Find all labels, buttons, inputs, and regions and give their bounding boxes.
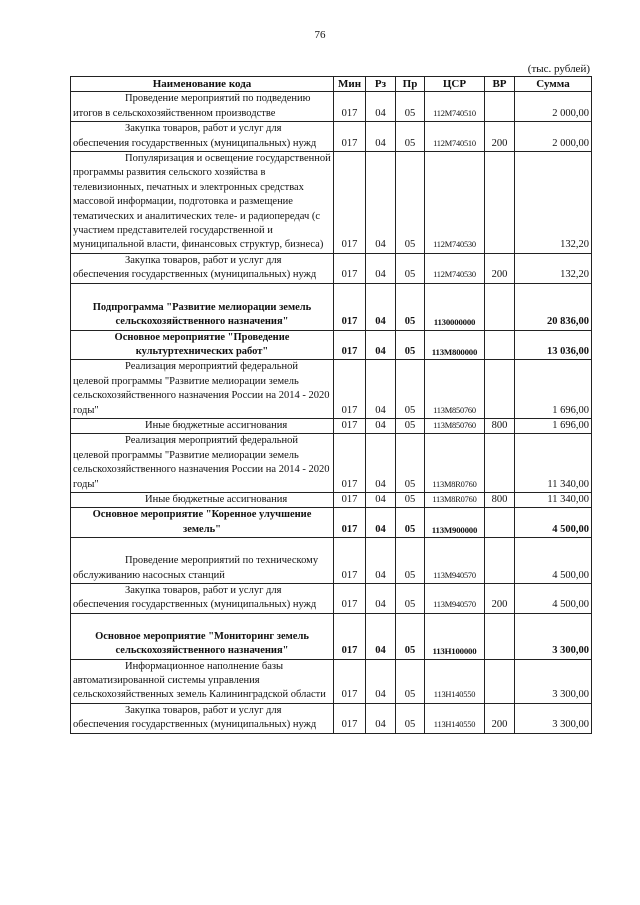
cell-sum: 132,20 — [515, 253, 592, 283]
cell-min: 017 — [334, 584, 366, 614]
cell-name: Иные бюджетные ассигнования — [71, 418, 334, 433]
cell-pr: 05 — [396, 152, 425, 254]
cell-name: Популяризация и освещение государственной программы развития сельского хозяйства в телевизионных, печатных и электронных средствах массовой информации, подготовка и размещение тематических и аналитических теле- и радиопередач (с участием представителей государственной и муниципальной власти, финансовых структур, бизнеса) — [71, 152, 334, 254]
cell-sum: 1 696,00 — [515, 360, 592, 419]
cell-name: Информационное наполнение базы автоматизированной системы управления сельскохозяйственных земель Калининградской области — [71, 659, 334, 703]
header-csr: ЦСР — [425, 77, 485, 92]
cell-rz: 04 — [366, 418, 396, 433]
table-row — [71, 152, 592, 254]
cell-name: Закупка товаров, работ и услуг для обеспечения государственных (муниципальных) нужд — [71, 703, 334, 733]
cell-csr: 112М740530 — [425, 253, 485, 283]
units-label: (тыс. рублей) — [527, 63, 590, 75]
cell-min: 017 — [334, 330, 366, 360]
cell-min: 017 — [334, 434, 366, 493]
cell-vr: 200 — [485, 703, 515, 733]
budget-table — [70, 76, 592, 734]
cell-sum: 3 300,00 — [515, 659, 592, 703]
cell-vr — [485, 330, 515, 360]
header-sum: Сумма — [515, 77, 592, 92]
cell-min: 017 — [334, 253, 366, 283]
cell-min: 017 — [334, 492, 366, 507]
cell-vr — [485, 283, 515, 330]
cell-sum: 132,20 — [515, 152, 592, 254]
table-row — [71, 492, 592, 507]
table-row — [71, 92, 592, 122]
cell-min: 017 — [334, 508, 366, 538]
cell-name: Подпрограмма "Развитие мелиорации земель сельскохозяйственного назначения" — [71, 283, 334, 330]
cell-vr — [485, 538, 515, 584]
cell-pr: 05 — [396, 492, 425, 507]
cell-sum: 2 000,00 — [515, 122, 592, 152]
cell-vr — [485, 613, 515, 659]
cell-rz: 04 — [366, 434, 396, 493]
cell-name: Основное мероприятие "Проведение культуртехнических работ" — [71, 330, 334, 360]
table-row — [71, 122, 592, 152]
cell-min: 017 — [334, 122, 366, 152]
cell-name: Закупка товаров, работ и услуг для обеспечения государственных (муниципальных) нужд — [71, 584, 334, 614]
cell-vr — [485, 508, 515, 538]
cell-pr: 05 — [396, 122, 425, 152]
cell-vr: 800 — [485, 492, 515, 507]
cell-pr: 05 — [396, 330, 425, 360]
cell-sum: 20 836,00 — [515, 283, 592, 330]
table-row — [71, 330, 592, 360]
cell-csr: 113Н140550 — [425, 659, 485, 703]
cell-rz: 04 — [366, 492, 396, 507]
table-row — [71, 613, 592, 659]
cell-csr: 113М850760 — [425, 360, 485, 419]
cell-name: Закупка товаров, работ и услуг для обеспечения государственных (муниципальных) нужд — [71, 253, 334, 283]
table-row — [71, 538, 592, 584]
cell-sum: 2 000,00 — [515, 92, 592, 122]
table-row — [71, 659, 592, 703]
cell-vr — [485, 152, 515, 254]
cell-name: Основное мероприятие "Мониторинг земель сельскохозяйственного назначения" — [71, 613, 334, 659]
cell-csr: 113М8R0760 — [425, 434, 485, 493]
cell-sum: 13 036,00 — [515, 330, 592, 360]
page-number: 76 — [314, 29, 326, 41]
cell-min: 017 — [334, 283, 366, 330]
cell-pr: 05 — [396, 92, 425, 122]
cell-csr: 112М740510 — [425, 122, 485, 152]
cell-pr: 05 — [396, 360, 425, 419]
cell-pr: 05 — [396, 703, 425, 733]
cell-rz: 04 — [366, 360, 396, 419]
cell-csr: 1130000000 — [425, 283, 485, 330]
cell-min: 017 — [334, 418, 366, 433]
cell-rz: 04 — [366, 703, 396, 733]
cell-vr: 200 — [485, 584, 515, 614]
cell-pr: 05 — [396, 584, 425, 614]
cell-rz: 04 — [366, 584, 396, 614]
cell-rz: 04 — [366, 122, 396, 152]
cell-csr: 112М740510 — [425, 92, 485, 122]
cell-sum: 4 500,00 — [515, 508, 592, 538]
cell-vr — [485, 92, 515, 122]
table-row — [71, 418, 592, 433]
header-min: Мин — [334, 77, 366, 92]
table-row — [71, 434, 592, 493]
cell-sum: 3 300,00 — [515, 613, 592, 659]
header-rz: Рз — [366, 77, 396, 92]
cell-min: 017 — [334, 613, 366, 659]
cell-name: Реализация мероприятий федеральной целевой программы "Развитие мелиорации земель сельскохозяйственного назначения России на 2014 - 2020 годы" — [71, 434, 334, 493]
cell-rz: 04 — [366, 283, 396, 330]
cell-csr: 113Н140550 — [425, 703, 485, 733]
cell-min: 017 — [334, 360, 366, 419]
cell-pr: 05 — [396, 508, 425, 538]
cell-rz: 04 — [366, 152, 396, 254]
cell-pr: 05 — [396, 283, 425, 330]
cell-name: Закупка товаров, работ и услуг для обеспечения государственных (муниципальных) нужд — [71, 122, 334, 152]
cell-csr: 113М900000 — [425, 508, 485, 538]
cell-name: Реализация мероприятий федеральной целевой программы "Развитие мелиорации земель сельскохозяйственного назначения России на 2014 - 2020 годы" — [71, 360, 334, 419]
cell-vr: 200 — [485, 253, 515, 283]
cell-rz: 04 — [366, 659, 396, 703]
header-pr: Пр — [396, 77, 425, 92]
cell-csr: 113Н100000 — [425, 613, 485, 659]
cell-min: 017 — [334, 152, 366, 254]
table-row — [71, 360, 592, 419]
cell-pr: 05 — [396, 434, 425, 493]
cell-min: 017 — [334, 538, 366, 584]
header-name: Наименование кода — [71, 77, 334, 92]
cell-pr: 05 — [396, 659, 425, 703]
cell-name: Проведение мероприятий по техническому обслуживанию насосных станций — [71, 538, 334, 584]
cell-csr: 113М940570 — [425, 538, 485, 584]
cell-rz: 04 — [366, 92, 396, 122]
cell-sum: 11 340,00 — [515, 434, 592, 493]
cell-vr: 800 — [485, 418, 515, 433]
cell-rz: 04 — [366, 253, 396, 283]
cell-rz: 04 — [366, 508, 396, 538]
cell-vr — [485, 434, 515, 493]
header-vr: ВР — [485, 77, 515, 92]
cell-vr — [485, 659, 515, 703]
cell-pr: 05 — [396, 613, 425, 659]
table-row — [71, 508, 592, 538]
table-row — [71, 584, 592, 614]
cell-min: 017 — [334, 703, 366, 733]
cell-name: Проведение мероприятий по подведению итогов в сельскохозяйственном производстве — [71, 92, 334, 122]
cell-name: Основное мероприятие "Коренное улучшение земель" — [71, 508, 334, 538]
cell-sum: 1 696,00 — [515, 418, 592, 433]
table-row — [71, 283, 592, 330]
cell-sum: 3 300,00 — [515, 703, 592, 733]
table-body — [71, 92, 592, 733]
cell-sum: 11 340,00 — [515, 492, 592, 507]
cell-csr: 113М940570 — [425, 584, 485, 614]
cell-sum: 4 500,00 — [515, 538, 592, 584]
cell-rz: 04 — [366, 330, 396, 360]
cell-min: 017 — [334, 659, 366, 703]
cell-csr: 113М800000 — [425, 330, 485, 360]
table-row — [71, 703, 592, 733]
cell-csr: 112М740530 — [425, 152, 485, 254]
cell-csr: 113М850760 — [425, 418, 485, 433]
cell-vr: 200 — [485, 122, 515, 152]
cell-pr: 05 — [396, 253, 425, 283]
cell-name: Иные бюджетные ассигнования — [71, 492, 334, 507]
table-row — [71, 253, 592, 283]
cell-pr: 05 — [396, 418, 425, 433]
cell-min: 017 — [334, 92, 366, 122]
cell-sum: 4 500,00 — [515, 584, 592, 614]
cell-rz: 04 — [366, 538, 396, 584]
cell-vr — [485, 360, 515, 419]
cell-pr: 05 — [396, 538, 425, 584]
cell-rz: 04 — [366, 613, 396, 659]
cell-csr: 113М8R0760 — [425, 492, 485, 507]
table-header-row — [71, 77, 592, 92]
